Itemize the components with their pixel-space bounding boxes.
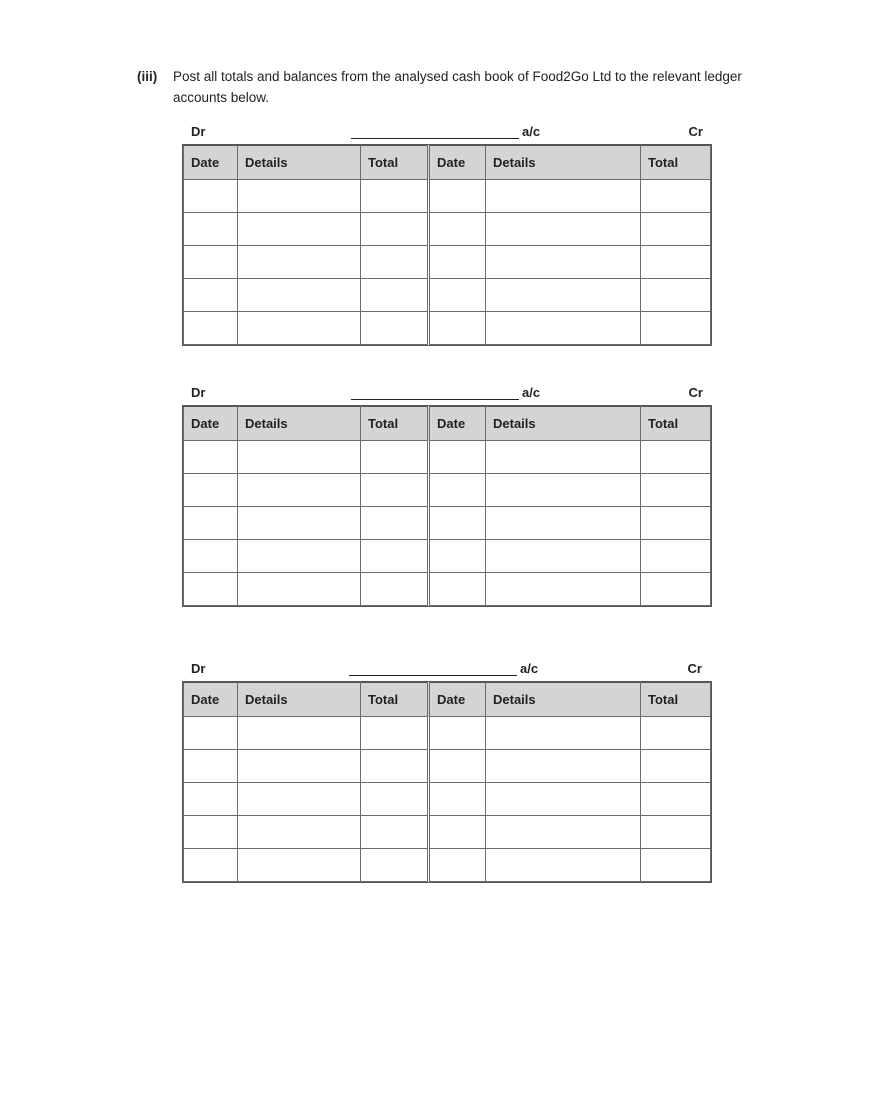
cell[interactable] <box>429 717 486 750</box>
cell[interactable] <box>184 441 238 474</box>
account-suffix: a/c <box>522 124 541 139</box>
col-details-cr: Details <box>486 407 641 441</box>
ledger-header <box>183 661 710 681</box>
col-date-cr: Date <box>429 683 486 717</box>
cell[interactable] <box>641 180 711 213</box>
credit-label: Cr <box>688 124 703 139</box>
credit-label: Cr <box>687 661 702 676</box>
cell[interactable] <box>238 312 361 345</box>
col-date-dr: Date <box>184 146 238 180</box>
header-row <box>184 683 711 717</box>
cell[interactable] <box>641 783 711 816</box>
ledger-table <box>183 406 711 606</box>
cell[interactable] <box>486 441 641 474</box>
question-number: (iii) <box>137 69 158 84</box>
cell[interactable] <box>641 750 711 783</box>
cell[interactable] <box>238 180 361 213</box>
table-row <box>184 474 711 507</box>
cell[interactable] <box>641 474 711 507</box>
col-details-dr: Details <box>238 146 361 180</box>
cell[interactable] <box>184 783 238 816</box>
cell[interactable] <box>184 474 238 507</box>
cell[interactable] <box>429 246 486 279</box>
cell[interactable] <box>641 312 711 345</box>
cell[interactable] <box>486 717 641 750</box>
cell[interactable] <box>641 279 711 312</box>
col-date-dr: Date <box>184 683 238 717</box>
account-name-field[interactable] <box>351 385 519 400</box>
cell[interactable] <box>361 507 429 540</box>
cell[interactable] <box>361 213 429 246</box>
cell[interactable] <box>429 573 486 606</box>
cell[interactable] <box>184 540 238 573</box>
account-suffix: a/c <box>520 661 539 676</box>
cell[interactable] <box>361 750 429 783</box>
cell[interactable] <box>429 213 486 246</box>
cell[interactable] <box>429 540 486 573</box>
cell[interactable] <box>361 180 429 213</box>
table-row <box>184 507 711 540</box>
cell[interactable] <box>184 573 238 606</box>
col-details-cr: Details <box>486 683 641 717</box>
cell[interactable] <box>361 573 429 606</box>
cell[interactable] <box>429 507 486 540</box>
question-text: Post all totals and balances from the analysed cash book of Food2Go Ltd to the relevant ledger accounts below. <box>173 69 742 105</box>
table-row <box>184 279 711 312</box>
cell[interactable] <box>238 540 361 573</box>
cell[interactable] <box>641 816 711 849</box>
cell[interactable] <box>429 750 486 783</box>
table-row <box>184 750 711 783</box>
table-row <box>184 816 711 849</box>
col-details-dr: Details <box>238 683 361 717</box>
cell[interactable] <box>641 213 711 246</box>
cell[interactable] <box>429 783 486 816</box>
table-row <box>184 849 711 882</box>
cell[interactable] <box>184 816 238 849</box>
debit-label: Dr <box>191 385 206 400</box>
cell[interactable] <box>429 180 486 213</box>
cell[interactable] <box>361 717 429 750</box>
cell[interactable] <box>429 816 486 849</box>
col-date-cr: Date <box>429 146 486 180</box>
cell[interactable] <box>641 246 711 279</box>
question-block <box>137 66 757 108</box>
table-row <box>184 540 711 573</box>
cell[interactable] <box>184 213 238 246</box>
col-total-dr: Total <box>361 683 429 717</box>
cell[interactable] <box>486 180 641 213</box>
table-row <box>184 213 711 246</box>
cell[interactable] <box>238 783 361 816</box>
cell[interactable] <box>238 441 361 474</box>
header-row <box>184 146 711 180</box>
col-total-dr: Total <box>361 146 429 180</box>
cell[interactable] <box>184 246 238 279</box>
cell[interactable] <box>238 279 361 312</box>
cell[interactable] <box>486 573 641 606</box>
account-name <box>351 124 540 139</box>
account-name-field[interactable] <box>351 124 519 139</box>
table-row <box>184 180 711 213</box>
cell[interactable] <box>486 750 641 783</box>
cell[interactable] <box>184 849 238 882</box>
cell[interactable] <box>486 279 641 312</box>
cell[interactable] <box>238 507 361 540</box>
cell[interactable] <box>486 474 641 507</box>
ledger-account-2 <box>183 385 710 431</box>
cell[interactable] <box>361 279 429 312</box>
cell[interactable] <box>641 573 711 606</box>
cell[interactable] <box>429 849 486 882</box>
account-name-field[interactable] <box>349 661 517 676</box>
cell[interactable] <box>361 246 429 279</box>
header-row <box>184 407 711 441</box>
cell[interactable] <box>238 816 361 849</box>
cell[interactable] <box>238 246 361 279</box>
ledger-header <box>183 385 710 405</box>
ledger-header <box>183 124 710 144</box>
cell[interactable] <box>238 717 361 750</box>
col-total-dr: Total <box>361 407 429 441</box>
cell[interactable] <box>641 441 711 474</box>
cell[interactable] <box>238 213 361 246</box>
cell[interactable] <box>429 441 486 474</box>
cell[interactable] <box>184 312 238 345</box>
cell[interactable] <box>486 783 641 816</box>
ledger-table <box>183 145 711 345</box>
ledger-account-3 <box>183 661 710 707</box>
cell[interactable] <box>641 717 711 750</box>
account-suffix: a/c <box>522 385 541 400</box>
credit-label: Cr <box>688 385 703 400</box>
col-details-dr: Details <box>238 407 361 441</box>
col-date-cr: Date <box>429 407 486 441</box>
cell[interactable] <box>486 816 641 849</box>
col-details-cr: Details <box>486 146 641 180</box>
cell[interactable] <box>361 816 429 849</box>
cell[interactable] <box>486 849 641 882</box>
table-row <box>184 573 711 606</box>
col-total-cr: Total <box>641 407 711 441</box>
cell[interactable] <box>238 573 361 606</box>
cell[interactable] <box>641 540 711 573</box>
cell[interactable] <box>184 180 238 213</box>
debit-label: Dr <box>191 124 206 139</box>
cell[interactable] <box>184 717 238 750</box>
ledger-account-1 <box>183 124 710 170</box>
col-total-cr: Total <box>641 146 711 180</box>
cell[interactable] <box>486 312 641 345</box>
cell[interactable] <box>361 441 429 474</box>
cell[interactable] <box>184 507 238 540</box>
cell[interactable] <box>486 246 641 279</box>
cell[interactable] <box>184 279 238 312</box>
table-row <box>184 717 711 750</box>
cell[interactable] <box>184 750 238 783</box>
cell[interactable] <box>641 849 711 882</box>
table-row <box>184 441 711 474</box>
cell[interactable] <box>486 507 641 540</box>
cell[interactable] <box>361 849 429 882</box>
table-row <box>184 783 711 816</box>
debit-label: Dr <box>191 661 206 676</box>
col-date-dr: Date <box>184 407 238 441</box>
account-name <box>351 385 540 400</box>
cell[interactable] <box>486 213 641 246</box>
cell[interactable] <box>361 783 429 816</box>
cell[interactable] <box>238 849 361 882</box>
table-row <box>184 246 711 279</box>
cell[interactable] <box>238 750 361 783</box>
cell[interactable] <box>238 474 361 507</box>
cell[interactable] <box>361 474 429 507</box>
ledger-table <box>183 682 711 882</box>
cell[interactable] <box>641 507 711 540</box>
cell[interactable] <box>429 474 486 507</box>
cell[interactable] <box>361 540 429 573</box>
cell[interactable] <box>429 312 486 345</box>
cell[interactable] <box>486 540 641 573</box>
col-total-cr: Total <box>641 683 711 717</box>
table-row <box>184 312 711 345</box>
cell[interactable] <box>429 279 486 312</box>
cell[interactable] <box>361 312 429 345</box>
account-name <box>349 661 538 676</box>
